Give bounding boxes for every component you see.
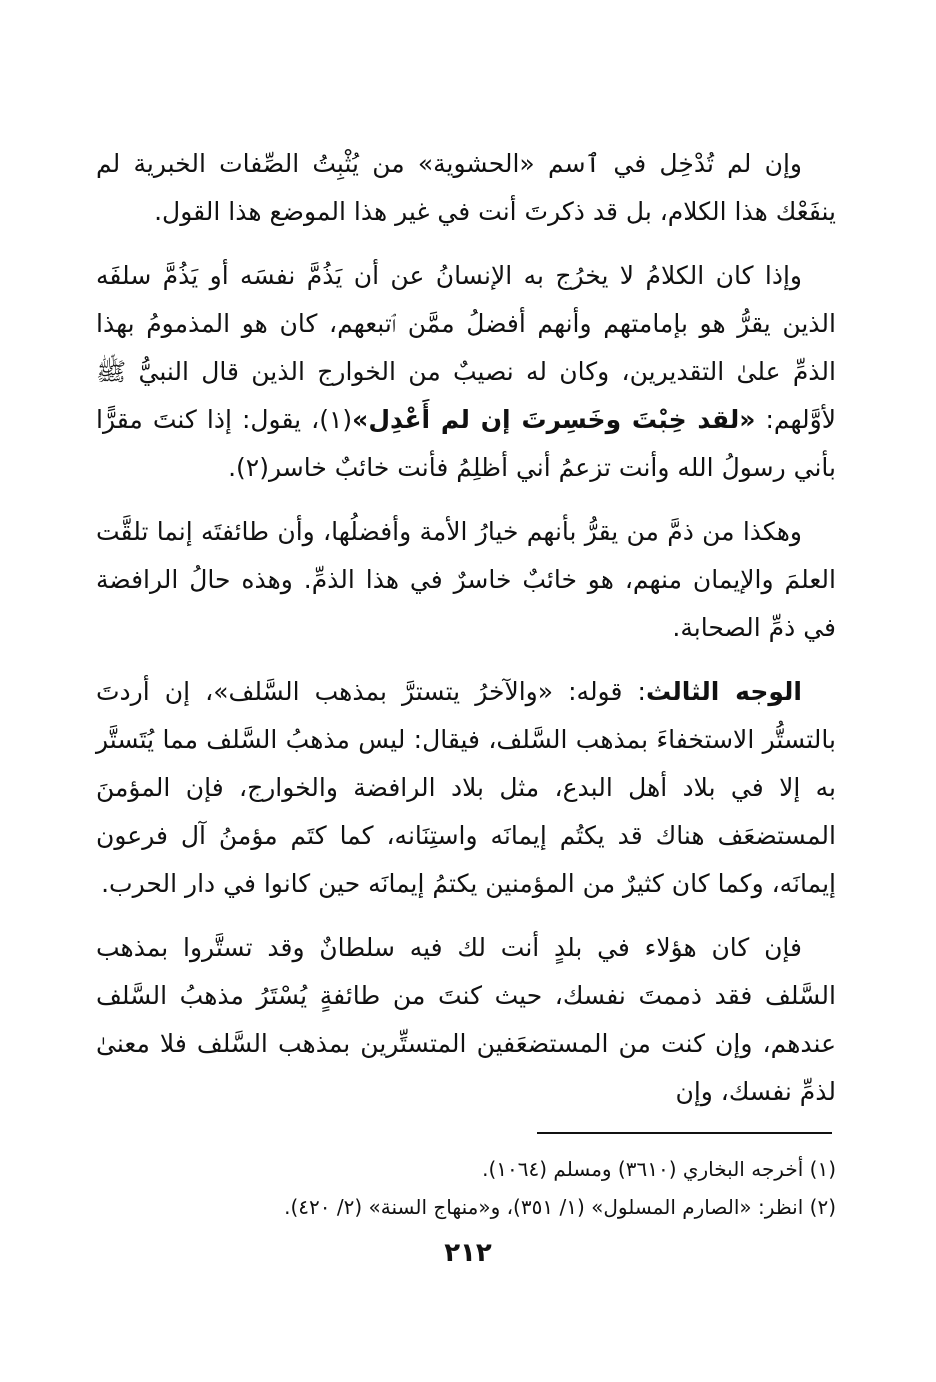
footnote-divider [537, 1132, 832, 1134]
footnote-2: (٢) انظر: «الصارم المسلول» (١/ ٣٥١)، و«منهاج السنة» (٢/ ٤٢٠). [284, 1195, 836, 1219]
text-run: وهكذا من ذمَّ من يقرُّ بأنهم خيارُ الأمة وأفضلُها، وأن طائفتَه إنما تلقَّت العلمَ والإيمان منهم، هو خائبٌ خاسرٌ في هذا الذمِّ. وهذه حالُ الرافضة في ذمِّ الصحابة. [96, 517, 836, 642]
footnote-1: (١) أخرجه البخاري (٣٦١٠) ومسلم (١٠٦٤). [482, 1157, 836, 1181]
paragraph [96, 508, 836, 652]
paragraph [96, 140, 836, 236]
paragraph [96, 668, 836, 908]
text-run: وإن لم تُدْخِل في ٱسم «الحشوية» من يُثْبِتُ الصِّفات الخبرية لم ينفَعْك هذا الكلام، بل قد ذكرتَ أنت في غير هذا الموضع هذا القول. [96, 149, 836, 226]
main-text [96, 140, 836, 1132]
section-heading: الوجه الثالث [645, 677, 802, 706]
hadith-quote: «لقد خِبْتَ وخَسِرتَ إن لم أَعْدِل» [352, 405, 756, 434]
paragraph [96, 252, 836, 492]
page-number: ٢١٢ [444, 1238, 492, 1268]
text-run: : قوله: «والآخرُ يتسترَّ بمذهب السَّلف»، إن أردتَ بالتستُّر الاستخفاءَ بمذهب السَّلف، فيقال: ليس مذهبُ السَّلف مما يُتَستَّر به إلا في بلاد أهل البدع، مثل بلاد الرافضة والخوارج، فإن المؤمنَ المستضعَف هناك قد يكتُم إيمانَه واستِنَانه، كما كتَم مؤمنُ آل فرعون إيمانَه، وكما كان كثيرٌ من المؤمنين يكتمُ إيمانَه حين كانوا في دار الحرب. [96, 677, 836, 898]
text-run: وإذا كان الكلامُ لا يخرُج به الإنسانُ عن أن يَذُمَّ نفسَه أو يَذُمَّ سلفَه الذين يقرُّ هو بإمامتهم وأنهم أفضلُ ممَّن ٱتبعهم، كان هو المذمومُ بهذا الذمِّ علىٰ التقديرين، وكان له نصيبٌ من الخوارج الذين قال النبيُّ ﷺ لأوَّلهم: [96, 261, 836, 434]
text-run: (١)، يقول: إذا كنتَ مقرًّا بأني رسولُ الله وأنت تزعمُ أني أظلِمُ فأنت خائبٌ خاسر(٢). [96, 405, 836, 482]
footnotes [96, 1150, 836, 1226]
paragraph [96, 924, 836, 1116]
text-run: فإن كان هؤلاء في بلدٍ أنت لك فيه سلطانٌ وقد تستَّروا بمذهب السَّلف فقد ذممتَ نفسك، حيث كنتَ من طائفةٍ يُسْتَرُ مذهبُ السَّلف عندهم، وإن كنت من المستضعَفين المتستِّرين بمذهب السَّلف فلا معنىٰ لذمِّ نفسك، وإن [96, 933, 836, 1106]
